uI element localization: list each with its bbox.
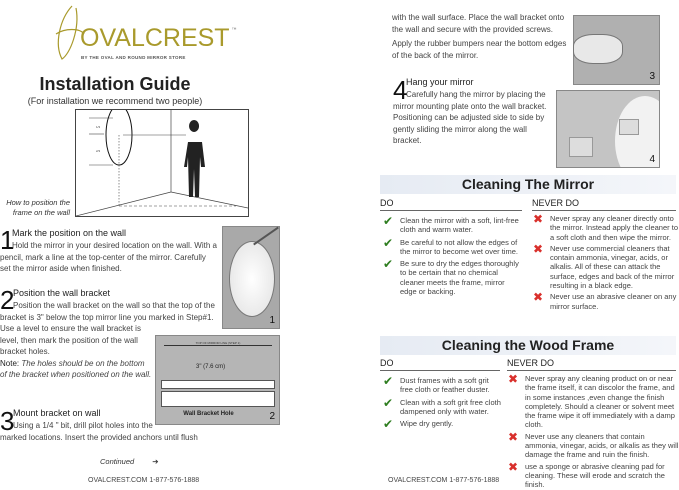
check-icon: ✔ bbox=[383, 214, 394, 228]
arrow-right-icon: ➔ bbox=[152, 457, 159, 466]
footer-right: OVALCREST.COM 1-877-576-1888 bbox=[388, 477, 500, 484]
step-2-body: Position the wall bracket on the wall so that the top of the bracket is 3" below the top mirror line you marked in Step#1. Use a level to ensure the wall bracket is level, then mark the position of the wall bracket holes. bbox=[0, 301, 215, 356]
step-4-number: 4 bbox=[393, 75, 408, 105]
image-number: 2 bbox=[269, 411, 275, 422]
mirror-never-header: NEVER DO bbox=[532, 198, 676, 211]
footer-left: OVALCREST.COM 1-877-576-1888 bbox=[88, 477, 200, 484]
step-4-body: Carefully hang the mirror by placing the mirror mounting plate onto the wall bracket. Positioning can be adjusted side to side by gently sliding the mirror along the wall bracket. bbox=[393, 90, 547, 145]
step-3-text bbox=[0, 420, 220, 443]
step-3-text-continued bbox=[392, 12, 570, 61]
step-1-image bbox=[222, 226, 280, 329]
wood-do-item: ✔ Wipe dry gently. bbox=[383, 417, 454, 432]
image-number: 3 bbox=[649, 71, 655, 82]
mirror-never-item: ✖ Never spray any cleaner directly onto the mirror. Instead apply the cleaner to a soft cloth and then wipe the mirror. bbox=[533, 212, 678, 242]
check-icon: ✔ bbox=[383, 374, 394, 388]
step-2-note: Note: The holes should be on the bottom of the bracket when positioned on the wall. bbox=[0, 358, 152, 379]
mirror-do-item: ✔ Clean the mirror with a soft, lint-free cloth and warm water. bbox=[383, 214, 519, 235]
wood-never-list bbox=[508, 374, 679, 490]
diagram-label-third: 1/3 bbox=[96, 125, 101, 129]
step-2-number: 2 bbox=[0, 285, 15, 315]
check-icon: ✔ bbox=[383, 417, 394, 432]
step-2-heading: Position the wall bracket bbox=[13, 288, 111, 298]
check-icon: ✔ bbox=[383, 235, 394, 250]
wood-never-item: ✖ use a sponge or abrasive cleaning pad for cleaning. These will erode and scratch the finish. bbox=[508, 459, 665, 490]
step-4-image bbox=[556, 90, 660, 168]
cleaning-mirror-title: Cleaning The Mirror bbox=[380, 175, 676, 194]
step-3-heading: Mount bracket on wall bbox=[13, 408, 101, 418]
wood-do-item: ✔ Clean with a soft grit free cloth dampened only with water. bbox=[383, 395, 501, 416]
step-3-image bbox=[573, 15, 660, 85]
wood-never-header: NEVER DO bbox=[507, 358, 676, 371]
step-1-heading: Mark the position on the wall bbox=[12, 228, 127, 238]
x-icon: ✖ bbox=[508, 429, 519, 444]
step-1-number: 1 bbox=[0, 225, 15, 255]
diagram-caption: How to position the frame on the wall bbox=[6, 198, 70, 217]
positioning-diagram bbox=[75, 109, 249, 217]
brand-tagline: BY THE OVAL AND ROUND MIRROR STORE bbox=[81, 55, 186, 60]
brand-wordmark bbox=[80, 24, 237, 52]
image-number: 1 bbox=[269, 315, 275, 326]
trademark: ™ bbox=[231, 27, 237, 33]
image-top-line-label: TOP OF MIRROR LINE (STEP 1) bbox=[164, 341, 272, 346]
check-icon: ✔ bbox=[383, 395, 394, 410]
wood-do-header: DO bbox=[380, 358, 500, 371]
x-icon: ✖ bbox=[533, 212, 544, 226]
diagram-label-two-thirds: 2/3 bbox=[96, 149, 101, 153]
room-illustration bbox=[76, 110, 248, 216]
page-subtitle: (For installation we recommend two people) bbox=[27, 96, 203, 106]
mirror-do-item: ✔ Be sure to dry the edges thoroughly to be certain that no chemical cleaner meets the frame, mirror edge or backing. bbox=[383, 257, 519, 297]
image-number: 4 bbox=[649, 154, 655, 165]
wood-do-list bbox=[383, 374, 503, 432]
page-title: Installation Guide bbox=[39, 74, 191, 94]
image-hole-label: Wall Bracket Hole bbox=[183, 411, 234, 417]
mirror-never-item: ✖ Never use an abrasive cleaner on any mirror surface. bbox=[533, 290, 677, 311]
wood-never-item: ✖ Never spray any cleaning product on or near the frame itself, it can discolor the frame, and in some instances ,even change the finish completely. Should a cleaner or solvent meet the frame wipe it off immediately with a damp cloth. bbox=[508, 372, 675, 430]
x-icon: ✖ bbox=[508, 459, 519, 474]
step-3-number: 3 bbox=[0, 406, 15, 436]
step-3-body-continued: with the wall surface. Place the wall bracket onto the wall and secure with the provided screws. bbox=[392, 13, 565, 34]
mirror-do-item: ✔ Be careful to not allow the edges of the mirror to become wet over time. bbox=[383, 235, 518, 256]
mirror-do-list bbox=[383, 216, 523, 296]
brand-name: OVALCREST bbox=[80, 24, 230, 52]
mirror-never-list bbox=[533, 214, 678, 311]
cleaning-wood-title: Cleaning the Wood Frame bbox=[380, 336, 676, 355]
x-icon: ✖ bbox=[533, 290, 544, 305]
wood-never-item: ✖ Never use any cleaners that contain ammonia, vinegar, acids, or alkalis as they will damage the frame and ruin the finish. bbox=[508, 429, 679, 460]
check-icon: ✔ bbox=[383, 257, 394, 272]
step-3-body: Using a 1/4 " bit, drill pilot holes into the marked locations. Insert the provided anchors until flush bbox=[0, 421, 198, 442]
x-icon: ✖ bbox=[533, 241, 544, 256]
step-3-bumpers: Apply the rubber bumpers near the bottom edges of the back of the mirror. bbox=[392, 39, 567, 60]
brand-logo bbox=[50, 4, 260, 64]
continued-label: Continued ➔ bbox=[100, 457, 159, 466]
step-1-body: Hold the mirror in your desired location on the wall. With a pencil, mark a line at the top-center of the mirror. Carefully set the mirror aside when finished. bbox=[0, 241, 217, 273]
step-4-heading: Hang your mirror bbox=[406, 77, 474, 87]
mirror-never-item: ✖ Never use commercial cleaners that contain ammonia, vinegar, acids, or alkalis. All of these can attack the surface, edges and back of the mirror resulting in a black edge. bbox=[533, 241, 675, 291]
wood-do-item: ✔ Dust frames with a soft grit free cloth or feather duster. bbox=[383, 374, 490, 395]
mirror-do-header: DO bbox=[380, 198, 522, 211]
image-measure-label: 3" (7.6 cm) bbox=[196, 364, 226, 370]
x-icon: ✖ bbox=[508, 372, 519, 386]
